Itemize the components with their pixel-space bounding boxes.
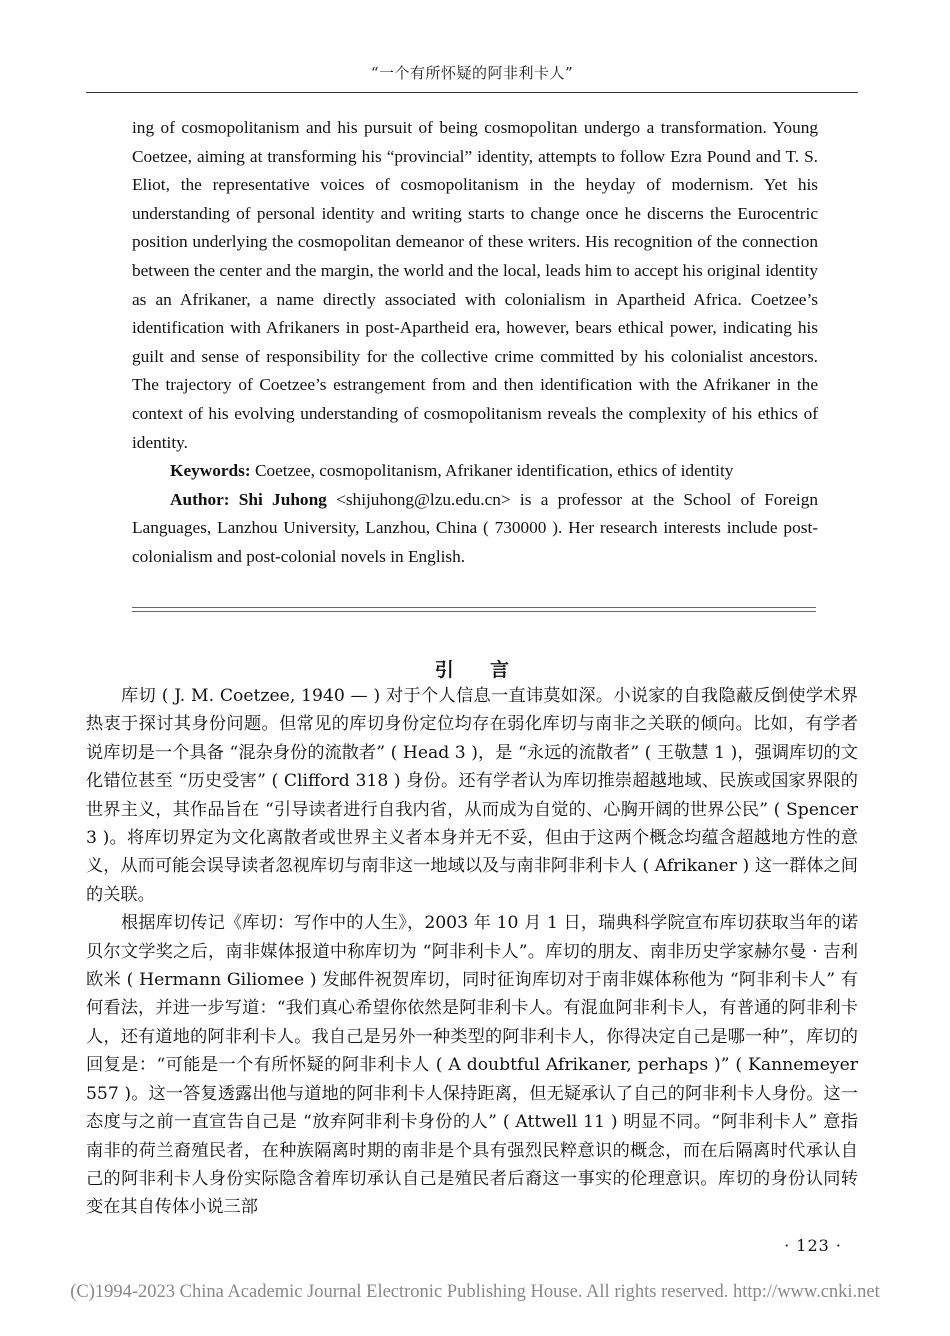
footer-copyright: (C)1994-2023 China Academic Journal Electronic Publishing House. All rights reserved. http://www.cnki.net [70,1282,880,1302]
english-abstract [132,114,818,572]
header-rule [86,92,858,93]
keywords-text: Coetzee, cosmopolitanism, Afrikaner identification, ethics of identity [250,461,734,481]
section-title-char-1: 引 [434,659,454,681]
paragraph-1: 库切 ( J. M. Coetzee, 1940 — ) 对于个人信息一直讳莫如深。小说家的自我隐蔽反倒使学术界热衷于探讨其身份问题。但常见的库切身份定位均存在弱化库切与南非之关联的倾向。比如，有学者说库切是一个具备 “混杂身份的流散者” ( Head 3 )，是 “永远的流散者” ( 王敬慧 1 )，强调库切的文化错位甚至 “历史受害” ( Clifford 318 ) 身份。还有学者认为库切推崇超越地域、民族或国家界限的世界主义，其作品旨在 “引导读者进行自我内省，从而成为自觉的、心胸开阔的世界公民” ( Spencer 3 )。将库切界定为文化离散者或世界主义者本身并无不妥，但由于这两个概念均蕴含超越地方性的意义，从而可能会误导读者忽视库切与南非这一地域以及与南非阿非利卡人 ( Afrikaner ) 这一群体之间的关联。 [86,686,858,905]
keywords-line [132,457,818,486]
page-number: · 123 · [784,1236,842,1255]
paragraph-2: 根据库切传记《库切：写作中的人生》，2003 年 10 月 1 日，瑞典科学院宣布库切获取当年的诺贝尔文学奖之后，南非媒体报道中称库切为 “阿非利卡人”。库切的朋友、南非历史学家赫尔曼 · 吉利欧米 ( Hermann Giliomee ) 发邮件祝贺库切，同时征询库切对于南非媒体称他为 “阿非利卡人” 有何看法，并进一步写道：“我们真心希望你依然是阿非利卡人。有混血阿非利卡人，有普通的阿非利卡人，还有道地的阿非利卡人。我自己是另外一种类型的阿非利卡人，你得决定自己是哪一种”，库切的回复是：“可能是一个有所怀疑的阿非利卡人 ( A doubtful Afrikaner, perhaps )” ( Kannemeyer 557 )。这一答复透露出他与道地的阿非利卡人保持距离，但无疑承认了自己的阿非利卡人身份。这一态度与之前一直宣告自己是 “放弃阿非利卡身份的人” ( Attwell 11 ) 明显不同。“阿非利卡人” 意指南非的荷兰裔殖民者，在种族隔离时期的南非是个具有强烈民粹意识的概念，而在后隔离时代承认自己的阿非利卡人身份实际隐含着库切承认自己是殖民者后裔这一事实的伦理意识。库切的身份认同转变在其自传体小说三部 [86,913,858,1218]
author-text: <shijuhong@lzu.edu.cn> is a professor at the School of Foreign Languages, Lanzhou University, Lanzhou, China ( 730000 ). Her research interests include post-colonialism and post-colonial novels in English. [132,489,818,566]
keywords-label: Keywords: [170,461,251,481]
author-label: Author: Shi Juhong [170,489,327,509]
section-title [86,655,858,682]
body-text [86,682,858,1222]
author-line [132,486,818,572]
abstract-rule-bottom [132,611,816,612]
abstract-body: ing of cosmopolitanism and his pursuit of being cosmopolitan undergo a transformation. Young Coetzee, aiming at transforming his “provincial” identity, attempts to follow Ezra Pound and T. S. Eliot, the representative voices of cosmopolitanism in the heyday of modernism. Yet his understanding of personal identity and writing starts to change once he discerns the Eurocentric position underlying the cosmopolitan demeanor of these writers. His recognition of the connection between the center and the margin, the world and the local, leads him to accept his original identity as an Afrikaner, a name directly associated with colonialism in Apartheid Africa. Coetzee’s identification with Afrikaners in post-Apartheid era, however, bears ethical power, indicating his guilt and sense of responsibility for the collective crime committed by his colonialist ancestors. The trajectory of Coetzee’s estrangement from and then identification with the Afrikaner in the context of his evolving understanding of cosmopolitanism reveals the complexity of his ethics of identity. [132,118,818,452]
running-head: “一个有所怀疑的阿非利卡人” [370,64,574,82]
section-title-char-2: 言 [490,659,510,681]
abstract-rule-top [132,607,816,608]
